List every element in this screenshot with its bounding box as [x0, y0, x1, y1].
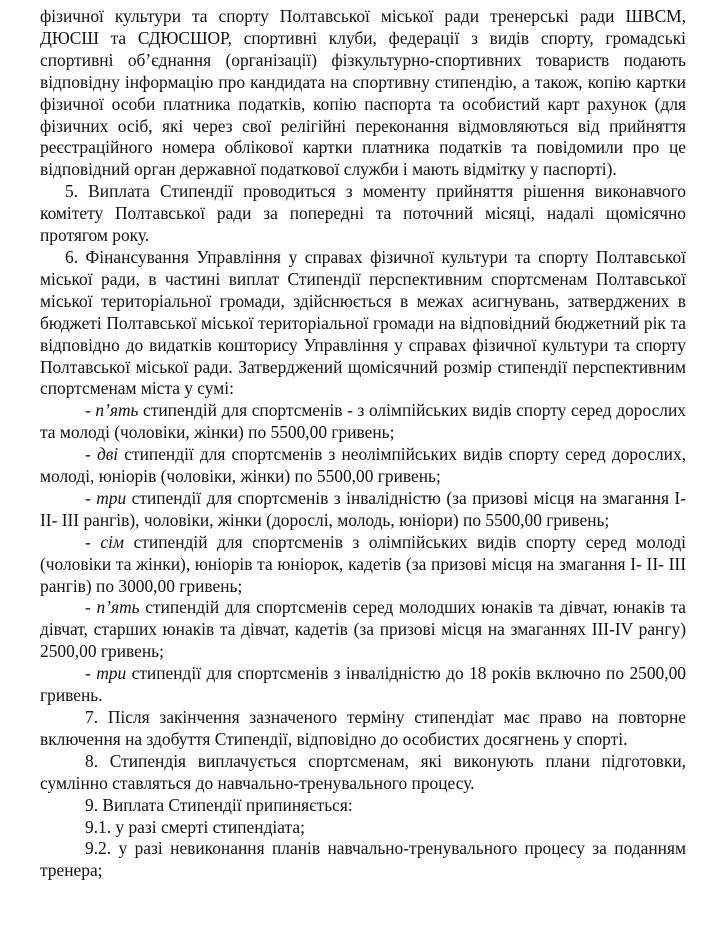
paragraph-9-2: 9.2. у разі невиконання планів навчально-тренувального процесу за поданням тренера; [40, 838, 686, 881]
paragraph-7: 7. Після закінчення зазначеного терміну стипендіат має право на повторне включення на здобуття Стипендії, відповідно до особистих досягнень у спорті. [40, 707, 686, 749]
list-item-text: стипендій для спортсменів з олімпійських видів спорту серед молоді (чоловіки та жінки), юніорів та юніорок, кадетів (за призові місця на змагання І- ІІ- ІІІ рангів) по 3000,00 гривень; [40, 531, 686, 596]
list-item: - три стипендії для спортсменів з інвалідністю до 18 років включно по 2500,00 гривень. [40, 663, 686, 706]
list-item-text: стипендії для спортсменів з інвалідністю до 18 років включно по 2500,00 гривень. [40, 663, 686, 706]
list-item-lead: дві [96, 444, 119, 465]
paragraph-continuation: фізичної культури та спорту Полтавської міської ради тренерські ради ШВСМ, ДЮСШ та СДЮСШОР, спортивні клуби, федерації з видів спорту, громадські спортивні об’єднання (організації) фізкультурно-спортивних товариств подають відповідну інформацію про кандидата на спортивну стипендію, а також, копію картки фізичної особи платника податків, копію паспорта та особистий карт рахунок (для фізичних осіб, які через свої релігійні переконання відмовляються від прийняття реєстраційного номера облікової картки платника податків та повідомили про це відповідний орган державної податкової служби і мають відмітку у паспорті). [40, 6, 686, 180]
paragraph-5: 5. Виплата Стипендії проводиться з моменту прийняття рішення виконавчого комітету Полтавської ради за попередні та поточний місяці, надалі щомісячно протягом року. [40, 181, 686, 246]
paragraph-9: 9. Виплата Стипендії припиняється: [85, 794, 353, 815]
list-item-text: стипендій для спортсменів - з олімпійських видів спорту серед дорослих та молоді (чоловіки, жінки) по 5500,00 гривень; [40, 400, 686, 443]
list-item-text: стипендії для спортсменів з неолімпійських видів спорту серед дорослих, молоді, юніорів (чоловіки, жінки) по 5500,00 гривень; [40, 444, 687, 487]
list-item-lead: п’ять [96, 597, 140, 618]
list-item-text: стипендій для спортсменів серед молодших юнаків та дівчат, юнаків та дівчат, старших юнаків та дівчат, кадетів (за призові місця на змаганнях ІІІ-ІV рангу) 2500,00 гривень; [40, 597, 687, 662]
paragraph-6: 6. Фінансування Управління у справах фізичної культури та спорту Полтавської міської ради, в частині виплат Стипендії перспективним спортсменам Полтавської міської територіальної громади, здійснюється в межах асигнувань, затверджених в бюджеті Полтавської міської територіальної громади на відповідний бюджетний рік та відповідно до видатків кошторису Управління у справах фізичної культури та спорту Полтавської міської ради. Затверджений щомісячний розмір стипендії перспективним спортсменам міста у сумі: [40, 246, 686, 399]
list-item: - п’ять стипендій для спортсменів серед молодших юнаків та дівчат, юнаків та дівчат, старших юнаків та дівчат, кадетів (за призові місця на змаганнях ІІІ-ІV рангу) 2500,00 гривень; [40, 597, 687, 662]
list-item-text: стипендії для спортсменів з інвалідністю (за призові місця на змагання І- ІІ- ІІІ рангів), чоловіки, жінки (дорослі, молодь, юніори) по 5500,00 гривень; [40, 487, 686, 530]
list-item: - три стипендії для спортсменів з інвалідністю (за призові місця на змагання І- ІІ- ІІІ рангів), чоловіки, жінки (дорослі, молодь, юніори) по 5500,00 гривень; [40, 487, 686, 530]
list-item-lead: три [96, 487, 127, 508]
list-item: - п’ять стипендій для спортсменів - з олімпійських видів спорту серед дорослих та молоді (чоловіки, жінки) по 5500,00 гривень; [40, 400, 686, 443]
list-item-lead: три [96, 663, 127, 684]
list-item-lead: п’ять [95, 400, 139, 421]
paragraph-8: 8. Стипендія виплачується спортсменам, які виконують плани підготовки, сумлінно ставляться до навчально-тренувального процесу. [40, 750, 686, 793]
list-item: - дві стипендії для спортсменів з неолімпійських видів спорту серед дорослих, молоді, юніорів (чоловіки, жінки) по 5500,00 гривень; [40, 444, 687, 487]
list-item-lead: сім [100, 531, 124, 552]
paragraph-9-1: 9.1. у разі смерті стипендіата; [85, 816, 305, 837]
list-item: - сім стипендій для спортсменів з олімпійських видів спорту серед молоді (чоловіки та жінки), юніорів та юніорок, кадетів (за призові місця на змагання І- ІІ- ІІІ рангів) по 3000,00 гривень; [40, 531, 686, 596]
